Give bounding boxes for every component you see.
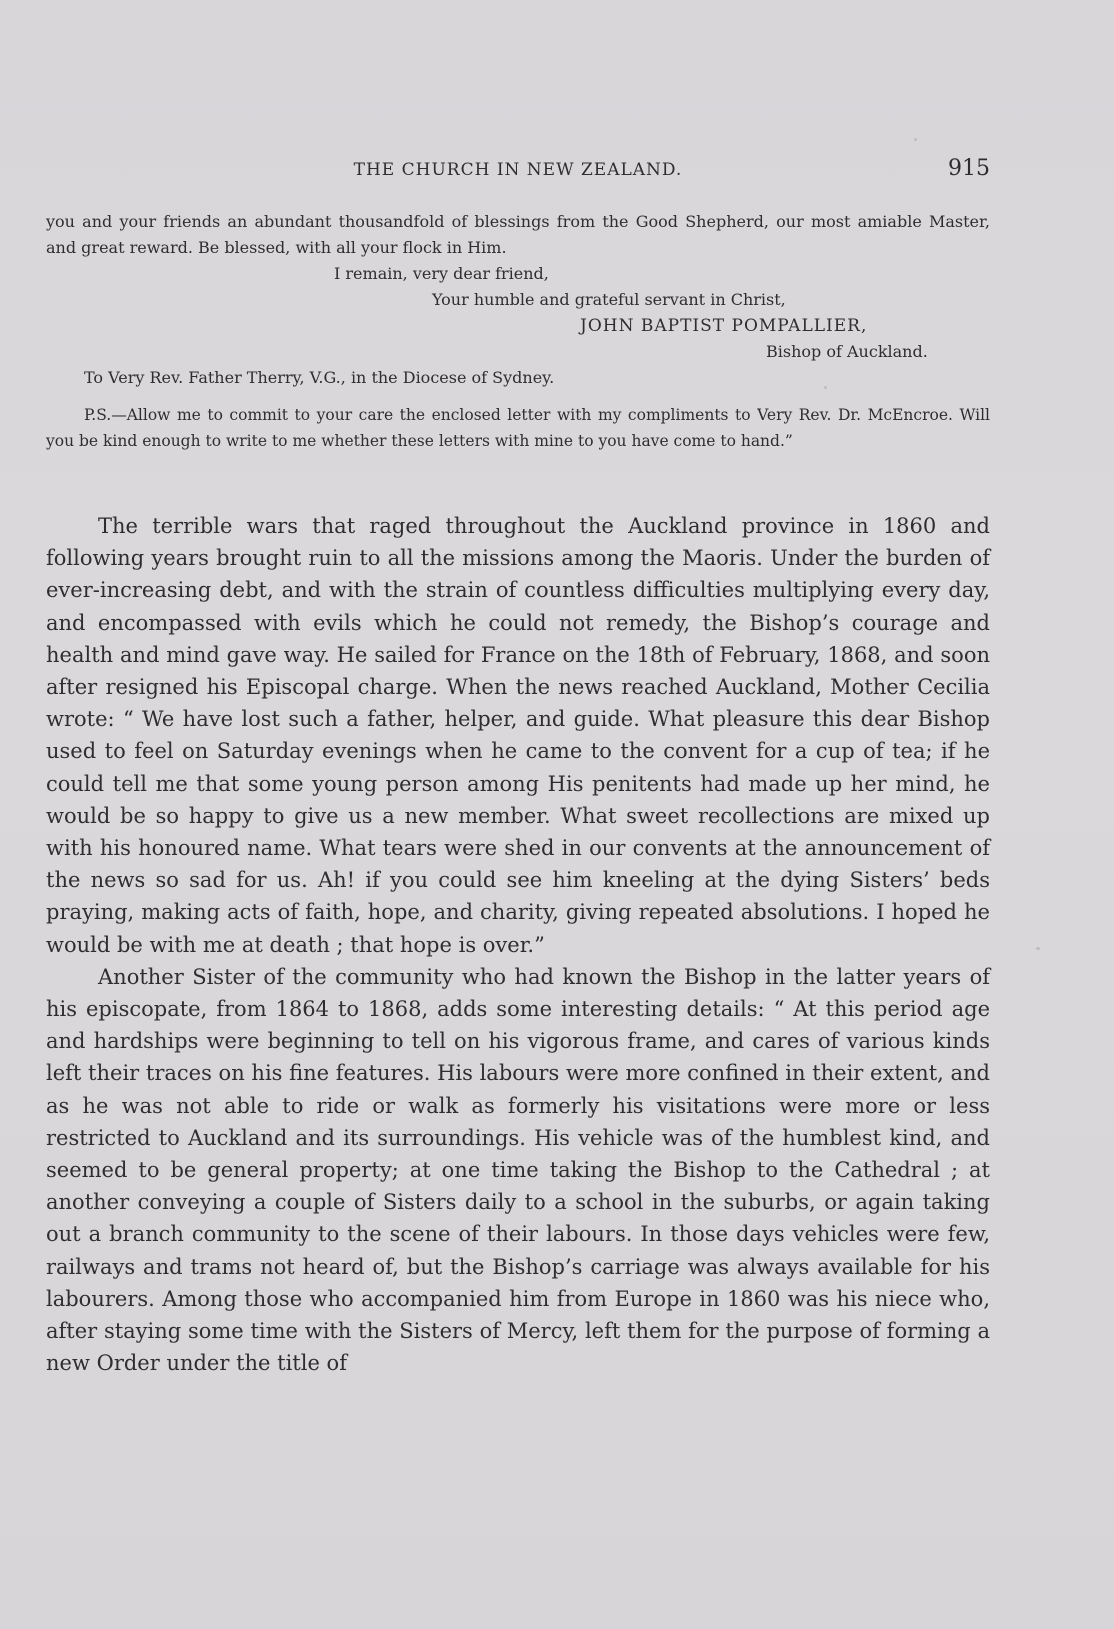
signatory-title: Bishop of Auckland. bbox=[766, 342, 928, 361]
page-header bbox=[46, 156, 990, 182]
quoted-letter bbox=[46, 209, 990, 454]
paper-speck bbox=[1036, 947, 1040, 950]
letter-opening: you and your friends an abundant thousandfold of blessings from the Good Shepherd, our most amiable Master, and great reward. Be blessed, with all your flock in Him. bbox=[46, 212, 990, 257]
letter-servant-line: Your humble and grateful servant in Christ, bbox=[432, 290, 786, 309]
letter-postscript: P.S.—Allow me to commit to your care the enclosed letter with my compliments to Very Rev. Dr. McEncroe. Will you be kind enough to write to me whether these letters with mine to you have come to hand.” bbox=[46, 406, 990, 450]
paragraph-bishop-resignation: The terrible wars that raged throughout the Auckland province in 1860 and following years brought ruin to all the missions among the Maoris. Under the burden of ever-increasing debt, and with the strain of countless difficulties multiplying every day, and encompassed with evils which he could not remedy, the Bishop’s courage and health and mind gave way. He sailed for France on the 18th of February, 1868, and soon after resigned his Episcopal charge. When the news reached Auckland, Mother Cecilia wrote: “ We have lost such a father, helper, and guide. What pleasure this dear Bishop used to feel on Saturday evenings when he came to the convent for a cup of tea; if he could tell me that some young person among His penitents had made up her mind, he would be so happy to give us a new member. What sweet recollections are mixed up with his honoured name. What tears were shed in our convents at the announcement of the news so sad for us. Ah! if you could see him kneeling at the dying Sisters’ beds praying, making acts of faith, hope, and charity, giving repeated absolutions. I hoped he would be with me at death ; that hope is over.” bbox=[46, 514, 990, 957]
running-title: THE CHURCH IN NEW ZEALAND. bbox=[353, 160, 683, 180]
paragraph-sister-recollections: Another Sister of the community who had known the Bishop in the latter years of his episcopate, from 1864 to 1868, adds some interesting details: “ At this period age and hardships were beginning to tell on his vigorous frame, and cares of various kinds left their traces on his fine features. His labours were more confined in their extent, and as he was not able to ride or walk as formerly his visitations were more or less restricted to Auckland and its surroundings. His vehicle was of the humblest kind, and seemed to be general property; at one time taking the Bishop to the Cathedral ; at another conveying a couple of Sisters daily to a school in the suburbs, or again taking out a branch community to the scene of their labours. In those days vehicles were few, railways and trams not heard of, but the Bishop’s carriage was always available for his labourers. Among those who accompanied him from Europe in 1860 was his niece who, after staying some time with the Sisters of Mercy, left them for the purpose of forming a new Order under the title of bbox=[46, 964, 990, 1376]
page-number: 915 bbox=[948, 156, 990, 181]
letter-addressee: To Very Rev. Father Therry, V.G., in the Diocese of Sydney. bbox=[84, 368, 555, 387]
paper-speck bbox=[914, 138, 917, 141]
main-text bbox=[46, 510, 990, 1379]
letter-signature: JOHN BAPTIST POMPALLIER, bbox=[580, 316, 868, 336]
letter-closing: I remain, very dear friend, bbox=[334, 264, 549, 283]
